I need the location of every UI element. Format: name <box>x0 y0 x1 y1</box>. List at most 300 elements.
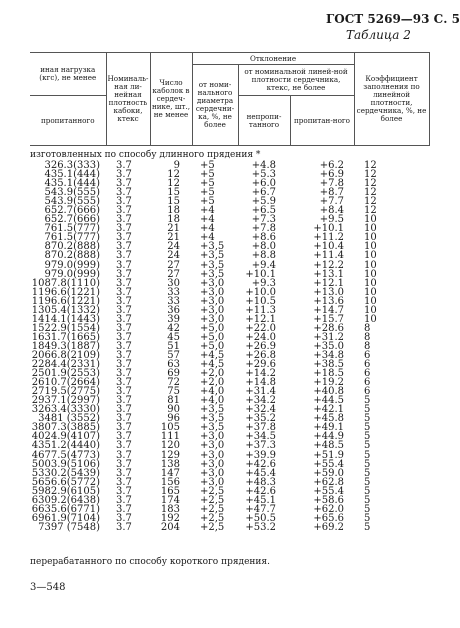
table-header <box>30 52 430 146</box>
load-cell: 1087.8(1110) <box>31 277 100 289</box>
coefficient-cell: 8 <box>364 340 371 352</box>
impregnated-dev-cell: +49.1 <box>313 422 344 434</box>
coefficient-cell: 5 <box>364 458 371 470</box>
load-cell: 1305.4(1332) <box>31 304 100 316</box>
cords-cell: 30 <box>167 277 180 289</box>
coefficient-cell: 5 <box>364 395 371 407</box>
coefficient-cell: 12 <box>364 169 377 181</box>
load-cell: 2066.8(2109) <box>31 349 100 361</box>
load-cell: 5982.9(6105) <box>31 485 100 497</box>
density-cell: 3.7 <box>116 422 132 434</box>
coefficient-cell: 5 <box>364 467 371 479</box>
unimpregnated-dev-cell: +29.6 <box>245 359 276 371</box>
load-cell: 543.9(555) <box>44 187 100 199</box>
header-impregnated: пропитанного <box>30 96 106 146</box>
impregnated-dev-cell: +10.1 <box>313 223 344 235</box>
impregnated-dev-cell: +28.6 <box>313 322 344 334</box>
diameter-dev-cell: +3,0 <box>200 304 225 316</box>
diameter-dev-cell: +3,0 <box>200 458 225 470</box>
unimpregnated-dev-cell: +10.0 <box>245 286 276 298</box>
load-cell: 2937.1(2997) <box>31 395 100 407</box>
density-cell: 3.7 <box>116 268 132 280</box>
load-cell: 6961.9(7104) <box>31 512 100 524</box>
unimpregnated-dev-cell: +42.6 <box>245 485 276 497</box>
impregnated-dev-cell: +34.8 <box>313 349 344 361</box>
cords-cell: 36 <box>167 304 180 316</box>
density-cell: 3.7 <box>116 286 132 298</box>
load-cell: 979.0(999) <box>44 268 100 280</box>
impregnated-dev-cell: +42.1 <box>313 404 344 416</box>
diameter-dev-cell: +4,0 <box>200 395 225 407</box>
diameter-dev-cell: +5,0 <box>200 340 225 352</box>
coefficient-cell: 5 <box>364 512 371 524</box>
impregnated-dev-cell: +59.0 <box>313 467 344 479</box>
load-cell: 3263.4(3330) <box>31 404 100 416</box>
impregnated-dev-cell: +45.8 <box>313 413 344 425</box>
density-cell: 3.7 <box>116 277 132 289</box>
load-cell: 1522.9(1554) <box>31 322 100 334</box>
unimpregnated-dev-cell: +34.5 <box>245 431 276 443</box>
coefficient-cell: 6 <box>364 368 371 380</box>
impregnated-dev-cell: +18.5 <box>313 368 344 380</box>
load-cell: 2284.4(2331) <box>31 359 100 371</box>
density-cell: 3.7 <box>116 485 132 497</box>
impregnated-dev-cell: +58.6 <box>313 494 344 506</box>
table-label: Таблица 2 <box>346 28 411 42</box>
diameter-dev-cell: +2,5 <box>200 521 225 533</box>
load-cell: 4677.5(4773) <box>31 449 100 461</box>
unimpregnated-dev-cell: +7.8 <box>251 223 276 235</box>
cords-cell: 21 <box>167 223 180 235</box>
density-cell: 3.7 <box>116 386 132 398</box>
diameter-dev-cell: +3,5 <box>200 241 225 253</box>
load-cell: 761.5(777) <box>44 232 100 244</box>
unimpregnated-dev-cell: +10.1 <box>245 268 276 280</box>
density-cell: 3.7 <box>116 449 132 461</box>
diameter-dev-cell: +2,5 <box>200 494 225 506</box>
coefficient-cell: 5 <box>364 503 371 515</box>
cords-cell: 57 <box>167 349 180 361</box>
density-cell: 3.7 <box>116 223 132 235</box>
cords-cell: 21 <box>167 232 180 244</box>
load-cell: 761.5(777) <box>44 223 100 235</box>
cords-cell: 129 <box>160 449 180 461</box>
cords-cell: 12 <box>167 169 180 181</box>
unimpregnated-dev-cell: +5.3 <box>251 169 276 181</box>
impregnated-dev-cell: +48.5 <box>313 440 344 452</box>
impregnated-dev-cell: +7.7 <box>319 196 344 208</box>
impregnated-dev-cell: +35.0 <box>313 340 344 352</box>
cords-cell: 12 <box>167 178 180 190</box>
coefficient-cell: 10 <box>364 259 377 271</box>
coefficient-cell: 12 <box>364 160 377 171</box>
density-cell: 3.7 <box>116 187 132 199</box>
unimpregnated-dev-cell: +11.3 <box>245 304 276 316</box>
impregnated-dev-cell: +9.5 <box>319 214 344 226</box>
unimpregnated-dev-cell: +12.1 <box>245 313 276 325</box>
load-cell: 2501.9(2553) <box>31 368 100 380</box>
coefficient-cell: 8 <box>364 331 371 343</box>
density-cell: 3.7 <box>116 295 132 307</box>
impregnated-dev-cell: +12.2 <box>313 259 344 271</box>
unimpregnated-dev-cell: +14.2 <box>245 368 276 380</box>
impregnated-dev-cell: +13.0 <box>313 286 344 298</box>
impregnated-dev-cell: +14.7 <box>313 304 344 316</box>
load-cell: 4024.9(4107) <box>31 431 100 443</box>
load-cell: 3807.3(3885) <box>31 422 100 434</box>
load-cell: 1849.3(1887) <box>31 340 100 352</box>
density-cell: 3.7 <box>116 313 132 325</box>
load-cell: 652.7(666) <box>44 205 100 217</box>
diameter-dev-cell: +4 <box>200 205 215 217</box>
coefficient-cell: 6 <box>364 359 371 371</box>
cords-cell: 183 <box>160 503 180 515</box>
impregnated-dev-cell: +6.9 <box>319 169 344 181</box>
coefficient-cell: 10 <box>364 268 377 280</box>
density-cell: 3.7 <box>116 476 132 488</box>
unimpregnated-dev-cell: +6.5 <box>251 205 276 217</box>
unimpregnated-dev-cell: +50.5 <box>245 512 276 524</box>
impregnated-dev-cell: +8.4 <box>319 205 344 217</box>
diameter-dev-cell: +2,0 <box>200 368 225 380</box>
coefficient-cell: 12 <box>364 196 377 208</box>
density-cell: 3.7 <box>116 359 132 371</box>
cords-cell: 24 <box>167 250 180 262</box>
density-cell: 3.7 <box>116 259 132 271</box>
header-load: иная нагрузка (кгс), не менее <box>30 53 106 96</box>
unimpregnated-dev-cell: +39.9 <box>245 449 276 461</box>
load-cell: 326.3(333) <box>44 160 100 171</box>
diameter-dev-cell: +4,5 <box>200 359 225 371</box>
diameter-dev-cell: +2,5 <box>200 485 225 497</box>
cords-cell: 90 <box>167 404 180 416</box>
density-cell: 3.7 <box>116 250 132 262</box>
diameter-dev-cell: +3,0 <box>200 431 225 443</box>
impregnated-dev-cell: +62.8 <box>313 476 344 488</box>
cords-cell: 33 <box>167 286 180 298</box>
diameter-dev-cell: +5 <box>200 187 215 199</box>
unimpregnated-dev-cell: +8.8 <box>251 250 276 262</box>
impregnated-dev-cell: +44.5 <box>313 395 344 407</box>
diameter-dev-cell: +5 <box>200 169 215 181</box>
diameter-dev-cell: +5 <box>200 196 215 208</box>
coefficient-cell: 5 <box>364 476 371 488</box>
unimpregnated-dev-cell: +45.4 <box>245 467 276 479</box>
cords-cell: 27 <box>167 268 180 280</box>
coefficient-cell: 8 <box>364 322 371 334</box>
coefficient-cell: 10 <box>364 295 377 307</box>
density-cell: 3.7 <box>116 458 132 470</box>
impregnated-dev-cell: +13.6 <box>313 295 344 307</box>
diameter-dev-cell: +3,0 <box>200 467 225 479</box>
cords-cell: 165 <box>160 485 180 497</box>
cords-cell: 69 <box>167 368 180 380</box>
coefficient-cell: 10 <box>364 313 377 325</box>
unimpregnated-dev-cell: +35.2 <box>245 413 276 425</box>
unimpregnated-dev-cell: +24.0 <box>245 331 276 343</box>
coefficient-cell: 5 <box>364 440 371 452</box>
page-number: 3—548 <box>30 582 66 593</box>
load-cell: 2610.7(2664) <box>31 377 100 389</box>
unimpregnated-dev-cell: +8.0 <box>251 241 276 253</box>
impregnated-dev-cell: +6.2 <box>319 160 344 171</box>
density-cell: 3.7 <box>116 331 132 343</box>
cords-cell: 96 <box>167 413 180 425</box>
load-cell: 870.2(888) <box>44 250 100 262</box>
density-cell: 3.7 <box>116 304 132 316</box>
density-cell: 3.7 <box>116 205 132 217</box>
diameter-dev-cell: +2,5 <box>200 512 225 524</box>
coefficient-cell: 10 <box>364 241 377 253</box>
cords-cell: 120 <box>160 440 180 452</box>
unimpregnated-dev-cell: +10.5 <box>245 295 276 307</box>
diameter-dev-cell: +3,0 <box>200 476 225 488</box>
diameter-dev-cell: +3,0 <box>200 286 225 298</box>
header-coefficient: Коэффициент заполнения по линейной плотности, сердечника, %, не более <box>354 53 429 146</box>
coefficient-cell: 10 <box>364 214 377 226</box>
diameter-dev-cell: +5 <box>200 160 215 171</box>
header-from-density: от номинальной линей-ной плотности сердечника, ктекс, не более <box>238 65 354 96</box>
load-cell: 4351.2(4440) <box>31 440 100 452</box>
impregnated-dev-cell: +44.9 <box>313 431 344 443</box>
unimpregnated-dev-cell: +53.2 <box>245 521 276 533</box>
cords-cell: 105 <box>160 422 180 434</box>
load-cell: 3481 (3552) <box>38 413 100 425</box>
cords-cell: 42 <box>167 322 180 334</box>
coefficient-cell: 10 <box>364 250 377 262</box>
density-cell: 3.7 <box>116 232 132 244</box>
coefficient-cell: 5 <box>364 422 371 434</box>
load-cell: 5656.6(5772) <box>31 476 100 488</box>
coefficient-cell: 6 <box>364 349 371 361</box>
impregnated-dev-cell: +62.0 <box>313 503 344 515</box>
density-cell: 3.7 <box>116 377 132 389</box>
load-cell: 1414.1(1443) <box>31 313 100 325</box>
diameter-dev-cell: +3,0 <box>200 449 225 461</box>
density-cell: 3.7 <box>116 467 132 479</box>
impregnated-dev-cell: +55.4 <box>313 458 344 470</box>
cords-cell: 18 <box>167 214 180 226</box>
impregnated-dev-cell: +10.4 <box>313 241 344 253</box>
density-cell: 3.7 <box>116 404 132 416</box>
header-nominal-density: Номиналь-ная ли-нейная плотность кабоки, ктекс <box>106 53 150 146</box>
density-cell: 3.7 <box>116 241 132 253</box>
density-cell: 3.7 <box>116 431 132 443</box>
diameter-dev-cell: +4 <box>200 223 215 235</box>
cords-cell: 174 <box>160 494 180 506</box>
impregnated-dev-cell: +38.5 <box>313 359 344 371</box>
cords-cell: 111 <box>160 431 180 443</box>
unimpregnated-dev-cell: +8.6 <box>251 232 276 244</box>
impregnated-dev-cell: +31.2 <box>313 331 344 343</box>
density-cell: 3.7 <box>116 413 132 425</box>
short-spinning-note: перерабатанного по способу короткого прядения. <box>30 557 270 567</box>
diameter-dev-cell: +5,0 <box>200 322 225 334</box>
unimpregnated-dev-cell: +37.8 <box>245 422 276 434</box>
diameter-dev-cell: +3,5 <box>200 404 225 416</box>
coefficient-cell: 6 <box>364 377 371 389</box>
load-cell: 543.9(555) <box>44 196 100 208</box>
coefficient-cell: 5 <box>364 413 371 425</box>
diameter-dev-cell: +4 <box>200 214 215 226</box>
header-unimpregnated: непропи-танного <box>238 96 290 146</box>
unimpregnated-dev-cell: +31.4 <box>245 386 276 398</box>
cords-cell: 72 <box>167 377 180 389</box>
density-cell: 3.7 <box>116 512 132 524</box>
unimpregnated-dev-cell: +9.4 <box>251 259 276 271</box>
diameter-dev-cell: +5,0 <box>200 331 225 343</box>
unimpregnated-dev-cell: +6.0 <box>251 178 276 190</box>
cords-cell: 147 <box>160 467 180 479</box>
load-cell: 435.1(444) <box>44 178 100 190</box>
unimpregnated-dev-cell: +4.8 <box>251 160 276 171</box>
coefficient-cell: 5 <box>364 449 371 461</box>
diameter-dev-cell: +3,5 <box>200 268 225 280</box>
coefficient-cell: 10 <box>364 286 377 298</box>
unimpregnated-dev-cell: +45.1 <box>245 494 276 506</box>
load-cell: 1196.6(1221) <box>31 295 100 307</box>
cords-cell: 33 <box>167 295 180 307</box>
unimpregnated-dev-cell: +22.0 <box>245 322 276 334</box>
impregnated-dev-cell: +13.1 <box>313 268 344 280</box>
coefficient-cell: 5 <box>364 485 371 497</box>
header-cords-count: Число каболок в сердеч-нике, шт., не менее <box>150 53 192 146</box>
load-cell: 2719.5(2775) <box>31 386 100 398</box>
density-cell: 3.7 <box>116 503 132 515</box>
diameter-dev-cell: +2,5 <box>200 503 225 515</box>
load-cell: 870.2(888) <box>44 241 100 253</box>
unimpregnated-dev-cell: +5.9 <box>251 196 276 208</box>
diameter-dev-cell: +3,0 <box>200 313 225 325</box>
density-cell: 3.7 <box>116 160 132 171</box>
unimpregnated-dev-cell: +48.3 <box>245 476 276 488</box>
coefficient-cell: 5 <box>364 431 371 443</box>
cords-cell: 156 <box>160 476 180 488</box>
cords-cell: 18 <box>167 205 180 217</box>
coefficient-cell: 5 <box>364 404 371 416</box>
coefficient-cell: 12 <box>364 178 377 190</box>
unimpregnated-dev-cell: +7.3 <box>251 214 276 226</box>
cords-cell: 24 <box>167 241 180 253</box>
cords-cell: 75 <box>167 386 180 398</box>
load-cell: 979.0(999) <box>44 259 100 271</box>
density-cell: 3.7 <box>116 178 132 190</box>
coefficient-cell: 5 <box>364 521 371 533</box>
unimpregnated-dev-cell: +47.7 <box>245 503 276 515</box>
coefficient-cell: 6 <box>364 386 371 398</box>
impregnated-dev-cell: +8.7 <box>319 187 344 199</box>
diameter-dev-cell: +4 <box>200 232 215 244</box>
load-cell: 1631.7(1665) <box>31 331 100 343</box>
impregnated-dev-cell: +55.4 <box>313 485 344 497</box>
diameter-dev-cell: +3,5 <box>200 259 225 271</box>
density-cell: 3.7 <box>116 169 132 181</box>
cords-cell: 9 <box>173 160 180 171</box>
density-cell: 3.7 <box>116 395 132 407</box>
impregnated-dev-cell: +12.1 <box>313 277 344 289</box>
diameter-dev-cell: +3,5 <box>200 413 225 425</box>
coefficient-cell: 12 <box>364 187 377 199</box>
coefficient-cell: 10 <box>364 232 377 244</box>
density-cell: 3.7 <box>116 521 132 533</box>
impregnated-dev-cell: +15.7 <box>313 313 344 325</box>
long-spinning-note: изготовленных по способу длинного прядения * <box>30 150 261 160</box>
impregnated-dev-cell: +69.2 <box>313 521 344 533</box>
impregnated-dev-cell: +11.2 <box>313 232 344 244</box>
diameter-dev-cell: +2,0 <box>200 377 225 389</box>
table-row <box>30 523 429 532</box>
impregnated-dev-cell: +51.9 <box>313 449 344 461</box>
cords-cell: 45 <box>167 331 180 343</box>
load-cell: 5330.2(5439) <box>31 467 100 479</box>
diameter-dev-cell: +3,0 <box>200 440 225 452</box>
diameter-dev-cell: +5 <box>200 178 215 190</box>
cords-cell: 192 <box>160 512 180 524</box>
cords-cell: 138 <box>160 458 180 470</box>
density-cell: 3.7 <box>116 494 132 506</box>
coefficient-cell: 10 <box>364 223 377 235</box>
coefficient-cell: 12 <box>364 205 377 217</box>
header-impregnated-col: пропитан-ного <box>290 96 354 146</box>
diameter-dev-cell: +3,5 <box>200 250 225 262</box>
cords-cell: 27 <box>167 259 180 271</box>
cords-cell: 63 <box>167 359 180 371</box>
impregnated-dev-cell: +40.8 <box>313 386 344 398</box>
cords-cell: 15 <box>167 196 180 208</box>
unimpregnated-dev-cell: +32.4 <box>245 404 276 416</box>
density-cell: 3.7 <box>116 214 132 226</box>
cords-cell: 204 <box>160 521 180 533</box>
load-cell: 652.7(666) <box>44 214 100 226</box>
unimpregnated-dev-cell: +26.8 <box>245 349 276 361</box>
cords-cell: 81 <box>167 395 180 407</box>
density-cell: 3.7 <box>116 368 132 380</box>
density-cell: 3.7 <box>116 440 132 452</box>
unimpregnated-dev-cell: +42.6 <box>245 458 276 470</box>
header-from-diameter: от номи-нального диаметра сердечни-ка, %, не более <box>192 65 238 146</box>
diameter-dev-cell: +3,0 <box>200 295 225 307</box>
unimpregnated-dev-cell: +6.7 <box>251 187 276 199</box>
load-cell: 6309.2(6438) <box>31 494 100 506</box>
density-cell: 3.7 <box>116 196 132 208</box>
load-cell: 435.1(444) <box>44 169 100 181</box>
unimpregnated-dev-cell: +9.3 <box>251 277 276 289</box>
diameter-dev-cell: +4,5 <box>200 349 225 361</box>
density-cell: 3.7 <box>116 349 132 361</box>
impregnated-dev-cell: +19.2 <box>313 377 344 389</box>
load-cell: 7397 (7548) <box>38 521 100 533</box>
coefficient-cell: 10 <box>364 304 377 316</box>
load-cell: 5003.9(5106) <box>31 458 100 470</box>
density-cell: 3.7 <box>116 322 132 334</box>
header-deviation: Отклонение <box>192 53 354 65</box>
coefficient-cell: 5 <box>364 494 371 506</box>
unimpregnated-dev-cell: +14.8 <box>245 377 276 389</box>
unimpregnated-dev-cell: +26.9 <box>245 340 276 352</box>
coefficient-cell: 10 <box>364 277 377 289</box>
standard-header: ГОСТ 5269—93 С. 5 <box>326 12 460 26</box>
table-body <box>30 161 429 532</box>
diameter-dev-cell: +3,0 <box>200 277 225 289</box>
impregnated-dev-cell: +65.6 <box>313 512 344 524</box>
load-cell: 6635.6(6771) <box>31 503 100 515</box>
impregnated-dev-cell: +11.4 <box>313 250 344 262</box>
impregnated-dev-cell: +7.8 <box>319 178 344 190</box>
diameter-dev-cell: +4,0 <box>200 386 225 398</box>
unimpregnated-dev-cell: +34.2 <box>245 395 276 407</box>
cords-cell: 51 <box>167 340 180 352</box>
cords-cell: 39 <box>167 313 180 325</box>
